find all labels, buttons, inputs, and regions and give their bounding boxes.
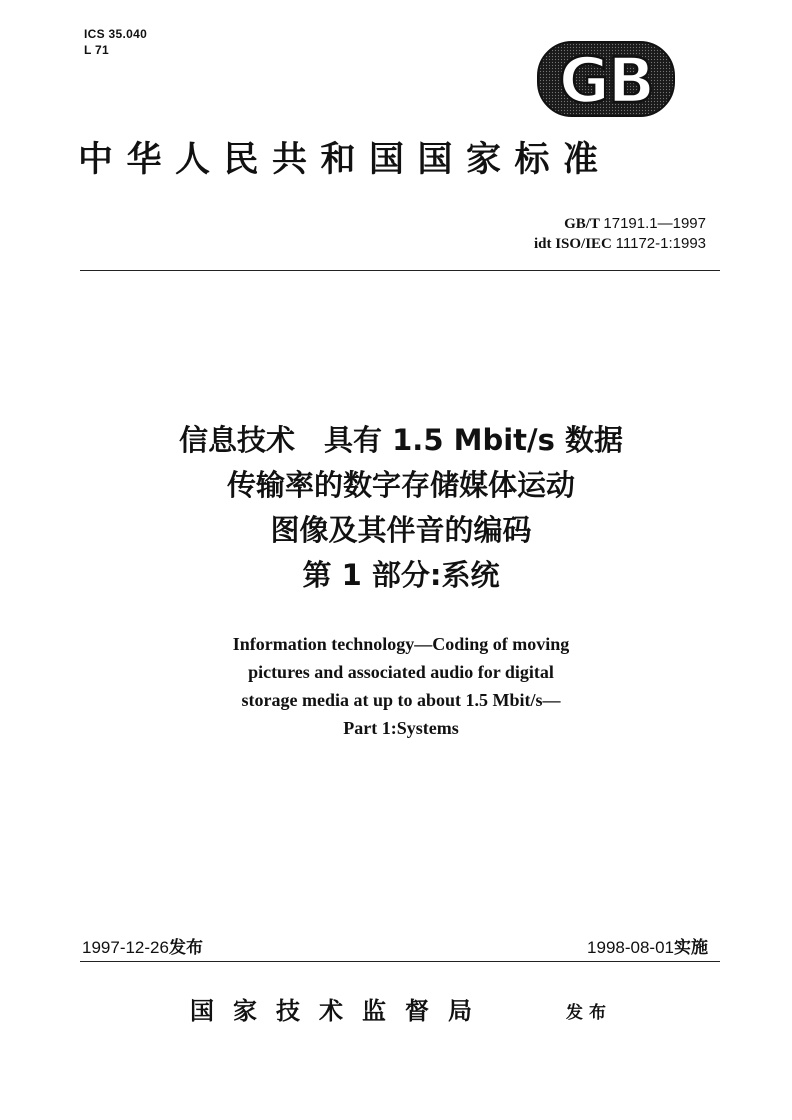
national-standard-title: 中华人民共和国国家标准 — [78, 139, 612, 180]
implement-date: 1998-08-01 — [587, 938, 674, 957]
gb-logo-text: GB — [558, 44, 654, 117]
english-title-line: Information technology—Coding of moving — [232, 634, 570, 654]
gb-standard-number — [534, 214, 706, 234]
chinese-title-line: 第 1 部分:系统 — [302, 558, 500, 592]
implement-date-block — [587, 937, 708, 959]
ics-code: ICS 35.040 — [84, 27, 148, 41]
gb-prefix: GB/T — [564, 216, 600, 232]
gb-number: 17191.1—1997 — [603, 215, 706, 232]
chinese-title — [96, 418, 706, 598]
gb-logo — [536, 40, 676, 118]
idt-number: 11172-1:1993 — [615, 235, 706, 252]
top-divider — [80, 270, 720, 271]
english-title — [96, 630, 706, 742]
english-title-line: Part 1:Systems — [343, 718, 459, 738]
standard-numbers — [534, 214, 706, 254]
issue-date-block — [82, 937, 203, 959]
ics-classification — [84, 26, 147, 58]
chinese-title-line: 图像及其伴音的编码 — [270, 513, 532, 547]
bottom-divider — [80, 961, 720, 962]
chinese-title-line: 传输率的数字存储媒体运动 — [226, 468, 575, 502]
english-title-line: pictures and associated audio for digital — [248, 662, 554, 682]
issue-date: 1997-12-26 — [82, 938, 169, 957]
publish-label: 发布 — [566, 1003, 612, 1023]
idt-standard-number — [534, 234, 706, 254]
publisher-name: 国家技术监督局 — [190, 996, 491, 1025]
english-title-line: storage media at up to about 1.5 Mbit/s— — [241, 690, 561, 710]
implement-label: 实施 — [674, 938, 708, 958]
category-code: L 71 — [84, 43, 109, 57]
idt-prefix: idt ISO/IEC — [533, 236, 612, 252]
issue-label: 发布 — [168, 938, 203, 958]
chinese-title-line: 信息技术 具有 1.5 Mbit/s 数据 — [179, 423, 623, 457]
